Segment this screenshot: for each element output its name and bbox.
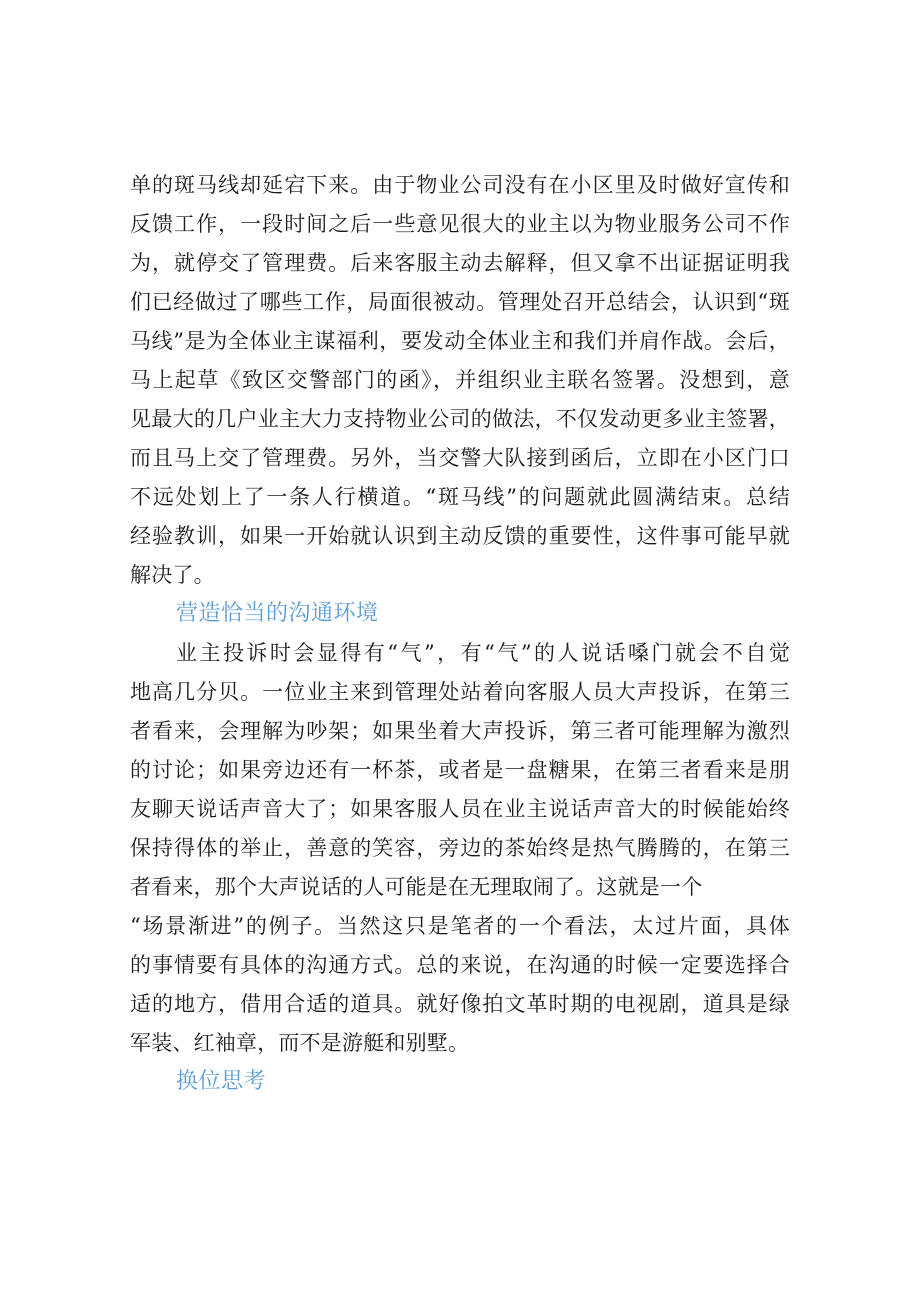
section-heading: 营造恰当的沟通环境 <box>176 601 379 626</box>
text-line: 保持得体的举止，善意的笑容，旁边的茶始终是热气腾腾的，在第三 <box>130 836 790 860</box>
text-line: 友聊天说话声音大了；如果客服人员在业主说话声音大的时候能始终 <box>130 797 790 821</box>
text-line: 解决了。 <box>130 563 215 587</box>
text-line: 者看来，会理解为吵架；如果坐着大声投诉，第三者可能理解为激烈 <box>130 719 790 743</box>
text-line: 而且马上交了管理费。另外，当交警大队接到函后，立即在小区门口 <box>130 446 790 470</box>
text-line: 马线”是为全体业主谋福利，要发动全体业主和我们并肩作战。会后， <box>130 329 790 353</box>
text-line: 不远处划上了一条人行横道。“斑马线”的问题就此圆满结束。总结 <box>130 485 790 509</box>
text-line: 者看来，那个大声说话的人可能是在无理取闹了。这就是一个 <box>130 875 703 899</box>
text-line: 的讨论；如果旁边还有一杯茶，或者是一盘糖果，在第三者看来是朋 <box>130 758 790 782</box>
text-line: 经验教训，如果一开始就认识到主动反馈的重要性，这件事可能早就 <box>130 524 790 548</box>
text-line: 适的地方，借用合适的道具。就好像拍文革时期的电视剧，道具是绿 <box>130 992 790 1016</box>
text-line: 地高几分贝。一位业主来到管理处站着向客服人员大声投诉，在第三 <box>130 680 790 704</box>
section-heading: 换位思考 <box>176 1069 267 1094</box>
text-line: 的事情要有具体的沟通方式。总的来说，在沟通的时候一定要选择合 <box>130 953 790 977</box>
text-line: 反馈工作，一段时间之后一些意见很大的业主以为物业服务公司不作 <box>130 212 790 236</box>
text-line: 马上起草《致区交警部门的函》，并组织业主联名签署。没想到，意 <box>130 368 790 392</box>
text-line: 业主投诉时会显得有“气”，有“气”的人说话嗓门就会不自觉 <box>176 641 790 665</box>
text-line: 为，就停交了管理费。后来客服主动去解释，但又拿不出证据证明我 <box>130 251 790 275</box>
text-line: “场景渐进”的例子。当然这只是笔者的一个看法，太过片面，具体 <box>130 914 790 938</box>
text-line: 们已经做过了哪些工作，局面很被动。管理处召开总结会，认识到“斑 <box>130 290 790 314</box>
text-line: 单的斑马线却延宕下来。由于物业公司没有在小区里及时做好宣传和 <box>130 173 790 197</box>
text-line: 见最大的几户业主大力支持物业公司的做法，不仅发动更多业主签署， <box>130 407 790 431</box>
text-line: 军装、红袖章，而不是游艇和别墅。 <box>130 1031 470 1055</box>
